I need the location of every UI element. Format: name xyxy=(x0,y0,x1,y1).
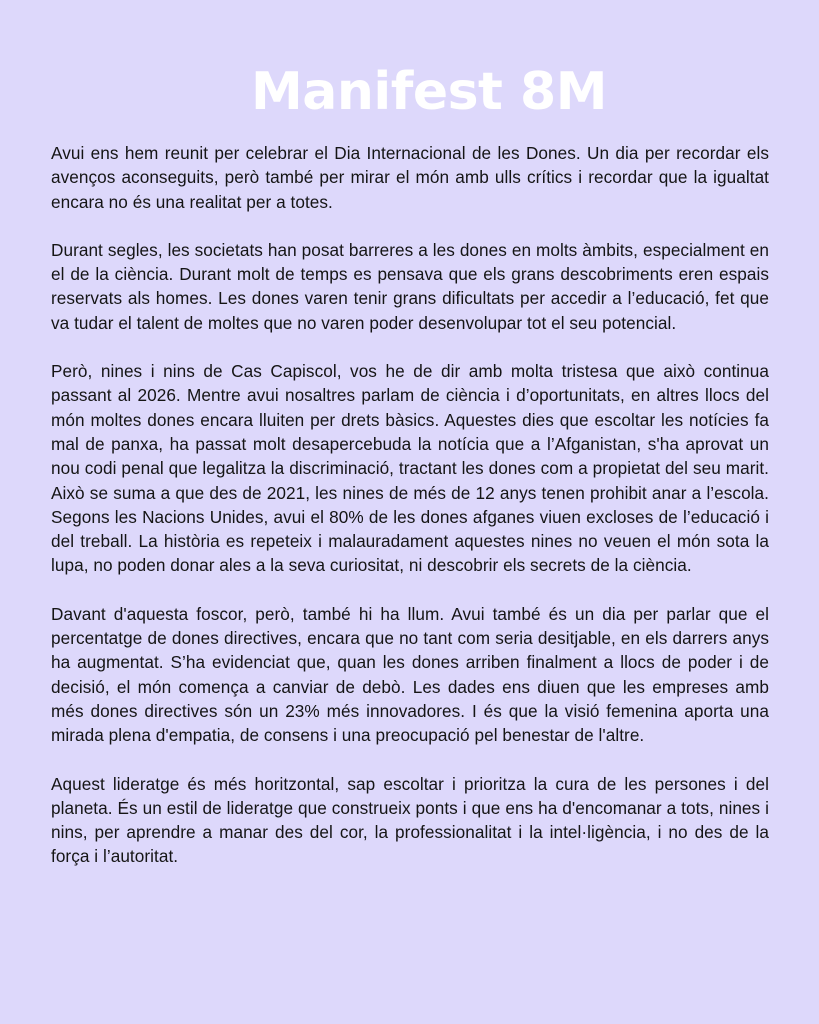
paragraph-leadership-data: Davant d'aquesta foscor, però, també hi ha llum. Avui també és un dia per parlar que el percentatge de dones directives, encara que no tant com seria desitjable, en els darrers anys ha augmentat. S’ha evidenciat que, quan les dones arriben finalment a llocs de poder i de decisió, el món comença a canviar de debò. Les dades ens diuen que les empreses amb més dones directives són un 23% més innovadores. I és que la visió femenina aporta una mirada plena d'empatia, de consens i una preocupació pel benestar de l'altre. xyxy=(51,603,769,746)
paragraph-conclusion: Aquest lideratge és més horitzontal, sap escoltar i prioritza la cura de les persones i del planeta. És un estil de lideratge que construeix ponts i que ens ha d'encomanar a tots, nines i nins, per aprendre a manar des del cor, la professionalitat i la intel·ligència, i no des de la força i l’autoritat. xyxy=(51,773,769,867)
paragraph-intro: Avui ens hem reunit per celebrar el Dia Internacional de les Dones. Un dia per recordar els avenços aconseguits, però també per mirar el món amb ulls crítics i recordar que la igualtat encara no és una realitat per a totes. xyxy=(51,143,769,212)
paragraph-history: Durant segles, les societats han posat barreres a les dones en molts àmbits, especialment en el de la ciència. Durant molt de temps es pensava que els grans descobriments eren espais reservats als homes. Les dones varen tenir grans dificultats per accedir a l’educació, fet que va tudar el talent de moltes que no varen poder desenvolupar tot el seu potencial. xyxy=(51,239,769,333)
paragraph-afghanistan: Però, nines i nins de Cas Capiscol, vos he de dir amb molta tristesa que això continua passant al 2026. Mentre avui nosaltres parlam de ciència i d’oportunitats, en altres llocs del món moltes dones encara lluiten per drets bàsics. Aquestes dies que escoltar les notícies fa mal de panxa, ha passat molt desapercebuda la notícia que a l’Afganistan, s'ha aprovat un nou codi penal que legalitza la discriminació, tractant les dones com a propietat del seu marit. Això se suma a que des de 2021, les nines de més de 12 anys tenen prohibit anar a l’escola. Segons les Nacions Unides, avui el 80% de les dones afganes viuen excloses de l’educació i del treball. La història es repeteix i malauradament aquestes nines no veuen el món sota la lupa, no poden donar ales a la seva curiositat, ni descobrir els secrets de la ciència. xyxy=(51,361,769,576)
page-title: Manifest 8M xyxy=(251,62,607,122)
